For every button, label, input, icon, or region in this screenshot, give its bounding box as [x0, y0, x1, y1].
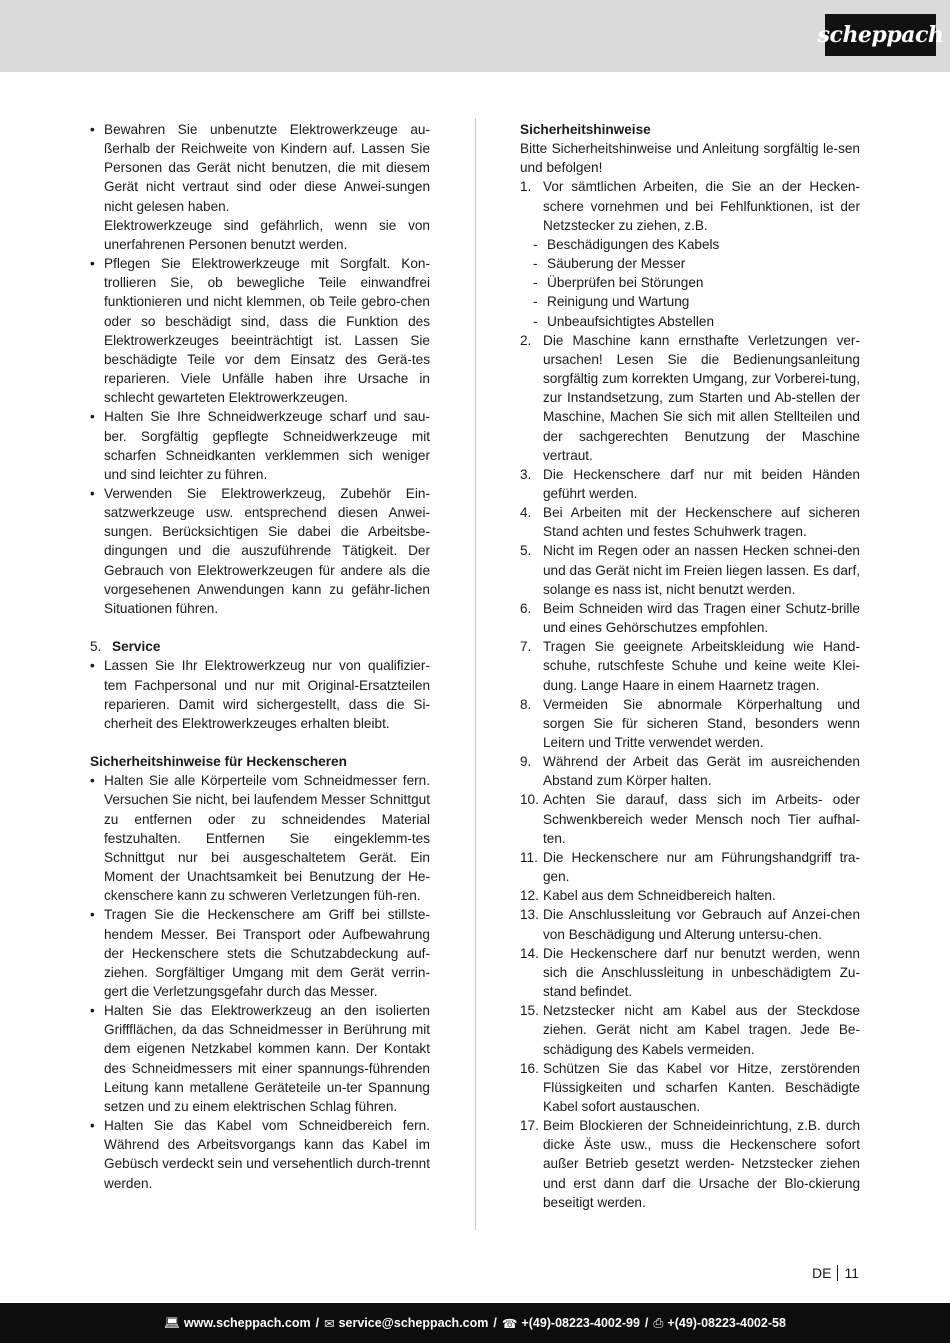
list-item: [520, 465, 860, 503]
page-number-separator: [837, 1265, 838, 1281]
list-item: [520, 695, 860, 752]
list-item: [520, 503, 860, 541]
safety-intro: Bitte Sicherheitshinweise und Anleitung sorgfältig le-sen und befolgen!: [520, 141, 860, 176]
item-number: 3.: [520, 466, 532, 482]
service-number: 5.: [90, 639, 102, 655]
left-column: [90, 120, 430, 1193]
footer-website[interactable]: www.scheppach.com: [183, 1316, 311, 1330]
list-item: [520, 790, 860, 847]
list-item: [520, 752, 860, 790]
dash-item: - Überprüfen bei Störungen: [533, 273, 860, 292]
list-item: [520, 541, 860, 598]
footer-email[interactable]: service@scheppach.com: [338, 1316, 489, 1330]
list-item: [520, 599, 860, 637]
page-number: [812, 1264, 859, 1282]
bullet-list-general: [90, 120, 430, 216]
bullet-list-general-2: [90, 254, 430, 618]
list-item: [520, 637, 860, 694]
item-number: 11.: [520, 849, 538, 865]
dash-item: - Reinigung und Wartung: [533, 292, 860, 311]
item-number: 9.: [520, 754, 532, 770]
item-text: Die Heckenschere nur am Führungshandgriff tra-gen.: [543, 849, 860, 885]
phone-icon: ☎: [501, 1316, 518, 1331]
item-number: 1.: [520, 179, 532, 195]
item-text: Beim Schneiden wird das Tragen einer Schutz-brille und eines Gehörschutzes empfohlen.: [543, 600, 860, 636]
item-text: Die Heckenschere darf nur benutzt werden, wenn sich die Anschlussleitung in unbeschädigtem Zu-stand befindet.: [543, 945, 860, 1000]
list-item: [520, 848, 860, 886]
item-number: 16.: [520, 1060, 539, 1076]
list-item: • Lassen Sie Ihr Elektrowerkzeug nur von qualifizier-tem Fachpersonal und nur mit Original-Ersatzteilen reparieren. Damit wird sichergestellt, dass die Si-cherheit des Elektrowerkzeuges erhalten bleibt.: [90, 656, 430, 733]
page-number-value: 11: [844, 1265, 859, 1281]
safety-numbered-list: [520, 177, 860, 234]
item-text: Kabel aus dem Schneidbereich halten.: [543, 888, 776, 904]
item-text: Die Anschlussleitung vor Gebrauch auf Anzei-chen von Beschädigung und Alterung untersu-chen.: [543, 907, 860, 942]
item-number: 2.: [520, 332, 532, 348]
item-number: 15.: [520, 1003, 539, 1019]
list-item: [520, 905, 860, 943]
right-column: [520, 120, 860, 1212]
item-number: 10.: [520, 792, 539, 808]
item-text: Bei Arbeiten mit der Heckenschere auf sicheren Stand achten und festes Schuhwerk tragen.: [543, 505, 860, 540]
item-text: Schützen Sie das Kabel vor Hitze, zerstörenden Flüssigkeiten und scharfen Kanten. Beschädigte Kabel sofort austauschen.: [543, 1060, 860, 1114]
service-heading: [90, 637, 430, 656]
service-title: Service: [112, 639, 161, 655]
dash-item: - Säuberung der Messer: [533, 254, 860, 273]
item-text: Vor sämtlichen Arbeiten, die Sie an der Hecken-schere vornehmen und bei Fehlfunktionen, ist der Netzstecker zu ziehen, z.B.: [543, 179, 860, 233]
list-item: • Halten Sie Ihre Schneidwerkzeuge scharf und sau-ber. Sorgfältig gepflegte Schneidwerkzeuge mit scharfen Schneidkanten verklemmen sich weniger und sind leichter zu führen.: [90, 407, 430, 484]
dash-item: - Unbeaufsichtigtes Abstellen: [533, 312, 860, 331]
item-number: 13.: [520, 907, 539, 923]
list-item: [520, 886, 860, 905]
computer-icon: 💻︎: [164, 1315, 180, 1330]
hedge-safety-heading: Sicherheitshinweise für Heckenscheren: [90, 754, 347, 770]
item-text: Netzstecker nicht am Kabel aus der Steckdose ziehen. Gerät nicht am Kabel tragen. Jede Be-schädigung des Kabels vermeiden.: [543, 1003, 860, 1057]
list-item: • Verwenden Sie Elektrowerkzeug, Zubehör Ein-satzwerkzeuge usw. entsprechend diesen Anwei-sungen. Berücksichtigen Sie dabei die Arbeitsbe-dingungen und die auszuführende Tätigkeit. Der Gebrauch von Elektrowerkzeugen für andere als die vorgesehenen Anwendungen kann zu gefähr-lichen Situationen führen.: [90, 484, 430, 618]
item-text: Nicht im Regen oder an nassen Hecken schnei-den und das Gerät nicht im Freien liegen lassen. Es darf, solange es nass ist, nicht benutzt werden.: [543, 543, 860, 597]
list-item: • Pflegen Sie Elektrowerkzeuge mit Sorgfalt. Kon-trollieren Sie, ob bewegliche Teile einwandfrei funktionieren und nicht klemmen, ob Teile gebro-chen oder so beschädigt sind, dass die Funktion des Elektrowerkzeuges beeinträchtigt ist. Lassen Sie beschädigte Teile vor dem Einsatz des Gerä-tes reparieren. Viele Unfälle haben ihre Ursache in schlecht gewarteten Elektrowerkzeugen.: [90, 254, 430, 407]
list-item: [520, 331, 860, 465]
fax-icon: ⎙: [653, 1315, 664, 1330]
list-item: [520, 1059, 860, 1116]
safety-numbered-list-cont: [520, 331, 860, 1212]
item-number: 12.: [520, 888, 539, 904]
item-text: Beim Blockieren der Schneideinrichtung, z.B. durch dicke Äste usw., muss die Heckenschere sofort außer Betrieb gesetzt werden- Netzstecker ziehen und erst dann darf die Ursache der Blo-ckierung beseitigt werden.: [543, 1118, 860, 1210]
dash-item: - Beschädigungen des Kabels: [533, 235, 860, 254]
bullet-continuation: Elektrowerkzeuge sind gefährlich, wenn sie von unerfahrenen Personen benutzt werden.: [104, 217, 430, 252]
footer-phone: +(49)-08223-4002-99: [521, 1316, 640, 1330]
page-language: DE: [812, 1265, 832, 1281]
list-item: • Tragen Sie die Heckenschere am Griff bei stillste-hendem Messer. Bei Transport oder Aufbewahrung der Heckenschere stets die Schutzabdeckung auf-ziehen. Sorgfältiger Umgang mit dem Gerät verrin-gert die Verletzungsgefahr durch das Messer.: [90, 905, 430, 1001]
hedge-safety-list: [90, 771, 430, 1192]
item-text: Die Maschine kann ernsthafte Verletzungen ver-ursachen! Lesen Sie die Bedienungsanleitung sorgfältig zum korrekten Umgang, zur Vorberei-tung, zur Instandsetzung, zum Starten und Ab-stellen der Maschine, Machen Sie sich mit allen Stellteilen und der sachgerechten Benutzung der Maschine vertraut.: [543, 332, 860, 463]
item-text: Die Heckenschere darf nur mit beiden Händen geführt werden.: [543, 466, 860, 501]
footer-fax: +(49)-08223-4002-58: [667, 1316, 786, 1330]
item-number: 14.: [520, 945, 539, 961]
item-number: 7.: [520, 639, 532, 655]
list-item: • Halten Sie das Kabel vom Schneidbereich fern. Während des Arbeitsvorgangs kann das Kabel im Gebüsch verdeckt sein und versehentlich durch-trennt werden.: [90, 1116, 430, 1193]
list-item: [520, 944, 860, 1001]
brand-logo: scheppach: [825, 14, 936, 56]
column-divider: [475, 118, 476, 1230]
list-item: [520, 177, 860, 234]
item-text: Tragen Sie geeignete Arbeitskleidung wie Hand-schuhe, rutschfeste Schuhe und keine weite Klei-dung. Lange Haare in einem Haarnetz tragen.: [543, 639, 860, 693]
list-item: [520, 1001, 860, 1058]
service-list: [90, 656, 430, 733]
item-number: 5.: [520, 543, 532, 559]
item-number: 17.: [520, 1118, 539, 1134]
list-item: [520, 1116, 860, 1212]
item-number: 6.: [520, 600, 532, 616]
mail-icon: ✉: [324, 1316, 335, 1331]
footer-bar: 💻︎ www.scheppach.com / ✉ service@scheppach.com / ☎ +(49)-08223-4002-99 / ⎙ +(49)-08223-4002-58: [0, 1303, 950, 1343]
safety-heading: Sicherheitshinweise: [520, 122, 651, 137]
item-number: 4.: [520, 505, 532, 521]
list-item: • Halten Sie alle Körperteile vom Schneidmesser fern. Versuchen Sie nicht, bei laufendem Messer Schnittgut zu entfernen oder zu schneidendes Material festzuhalten. Entfernen Sie eingeklemm-tes Schnittgut nur bei ausgeschaltetem Gerät. Ein Moment der Unachtsamkeit bei Benutzung der He-ckenschere kann zu schweren Verletzungen füh-ren.: [90, 771, 430, 905]
item-text: Vermeiden Sie abnormale Körperhaltung und sorgen Sie für sicheren Stand, besonders wenn Leitern und Tritte verwendet werden.: [543, 696, 860, 750]
list-item: • Bewahren Sie unbenutzte Elektrowerkzeuge au-ßerhalb der Reichweite von Kindern auf. Lassen Sie Personen das Gerät nicht benutzen, die mit diesem Gerät nicht vertraut sind oder diese Anwei-sungen nicht gelesen haben.: [90, 120, 430, 216]
dash-list: [520, 235, 860, 331]
item-text: Während der Arbeit das Gerät im ausreichenden Abstand zum Körper halten.: [543, 754, 860, 789]
header-band: [0, 0, 950, 72]
item-text: Achten Sie darauf, dass sich im Arbeits- oder Schwenkbereich weder Mensch noch Tier aufhal-ten.: [543, 792, 860, 846]
list-item: • Halten Sie das Elektrowerkzeug an den isolierten Griffflächen, da das Schneidmesser in Berührung mit dem eigenen Netzkabel kommen kann. Der Kontakt des Schneidmessers mit einer spannungs-führenden Leitung kann metallene Geräteteile un-ter Spannung setzen und zu einem elektrischen Schlag führen.: [90, 1001, 430, 1116]
item-number: 8.: [520, 696, 532, 712]
